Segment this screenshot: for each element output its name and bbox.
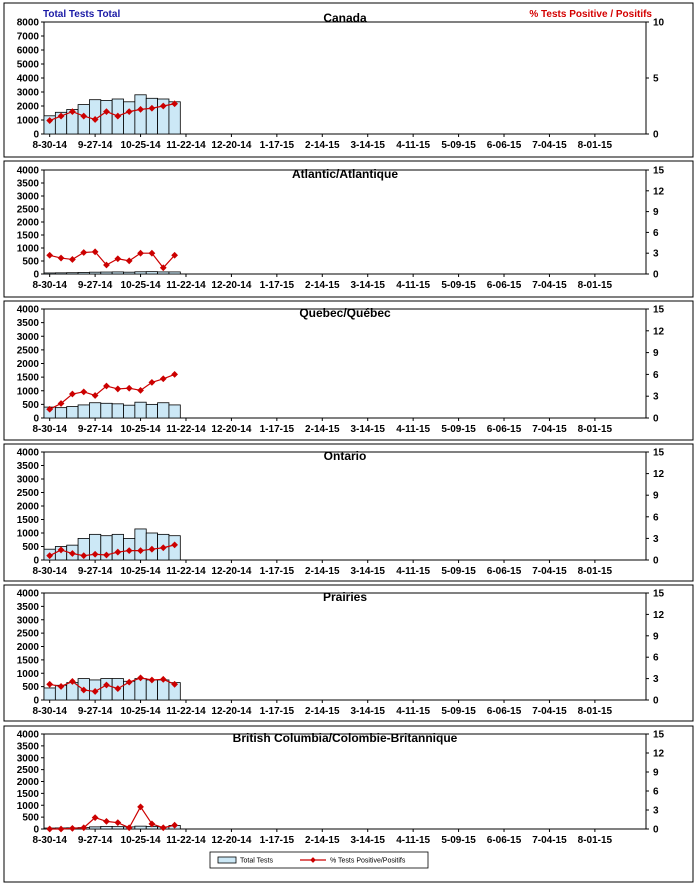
legend-bar-swatch	[218, 857, 236, 863]
bar	[169, 272, 180, 274]
x-tick-label: 12-20-14	[211, 566, 252, 577]
right-tick-label: 0	[653, 413, 659, 425]
bar	[169, 405, 180, 418]
left-tick-label: 3000	[16, 474, 39, 486]
left-tick-label: 1000	[16, 243, 39, 255]
left-tick-label: 4000	[16, 304, 39, 316]
x-tick-label: 8-01-15	[577, 566, 613, 577]
x-tick-label: 8-01-15	[577, 140, 613, 151]
bar	[101, 100, 112, 134]
chart-title: Canada	[323, 11, 367, 25]
x-tick-label: 6-06-15	[486, 706, 522, 717]
right-tick-label: 6	[653, 512, 659, 524]
right-tick-label: 0	[653, 695, 659, 707]
chart-title: Atlantic/Atlantique	[291, 167, 399, 181]
left-tick-label: 2500	[16, 488, 39, 499]
chart-title: British Columbia/Colombie-Britannique	[232, 731, 458, 745]
right-tick-label: 0	[653, 824, 659, 836]
right-tick-label: 6	[653, 227, 659, 239]
x-tick-label: 8-30-14	[32, 835, 67, 846]
line-point	[126, 385, 133, 392]
x-tick-label: 1-17-15	[259, 706, 295, 717]
bar	[101, 403, 112, 418]
right-tick-label: 0	[653, 555, 659, 567]
x-tick-label: 1-17-15	[259, 835, 295, 846]
bar	[44, 273, 55, 274]
line-point	[46, 826, 53, 833]
bar	[101, 826, 112, 829]
x-tick-label: 3-14-15	[350, 424, 385, 435]
right-tick-label: 6	[653, 786, 659, 798]
left-tick-label: 1500	[16, 515, 39, 526]
left-tick-label: 7000	[16, 31, 39, 43]
bar	[67, 273, 78, 274]
bar	[135, 529, 146, 560]
bar	[135, 402, 146, 418]
right-tick-label: 0	[653, 129, 659, 141]
x-tick-label: 2-14-15	[305, 566, 340, 577]
left-tick-label: 2500	[16, 628, 39, 640]
right-tick-label: 6	[653, 652, 659, 664]
x-tick-label: 1-17-15	[259, 566, 295, 577]
plot-area	[44, 309, 646, 418]
left-tick-label: 0	[33, 555, 39, 567]
left-tick-label: 2500	[16, 204, 39, 216]
left-tick-label: 3500	[16, 601, 39, 613]
right-tick-label: 15	[653, 588, 665, 600]
x-tick-label: 6-06-15	[486, 140, 522, 151]
x-tick-label: 3-14-15	[350, 280, 385, 291]
x-tick-label: 3-14-15	[350, 566, 385, 577]
positivity-line	[50, 252, 175, 268]
right-tick-label: 9	[653, 490, 659, 502]
x-tick-label: 12-20-14	[211, 280, 252, 291]
x-tick-label: 2-14-15	[305, 280, 340, 291]
right-tick-label: 9	[653, 207, 659, 219]
x-tick-label: 4-11-15	[396, 835, 431, 846]
x-tick-label: 9-27-14	[77, 706, 113, 717]
panel-frame	[4, 301, 693, 440]
x-tick-label: 5-09-15	[441, 280, 476, 291]
right-tick-label: 0	[653, 269, 659, 281]
x-tick-label: 1-17-15	[259, 424, 295, 435]
positivity-line	[50, 807, 175, 829]
right-tick-label: 3	[653, 533, 659, 545]
x-tick-label: 11-22-14	[166, 424, 206, 435]
x-tick-label: 10-25-14	[120, 835, 161, 846]
right-tick-label: 12	[653, 326, 665, 338]
line-point	[171, 371, 178, 378]
x-tick-label: 4-11-15	[396, 566, 431, 577]
left-tick-label: 4000	[16, 588, 39, 600]
left-tick-label: 0	[33, 824, 39, 836]
left-tick-label: 1500	[16, 372, 39, 384]
bar	[158, 272, 169, 274]
x-tick-label: 8-30-14	[32, 706, 67, 717]
chart-panel-5	[4, 585, 693, 721]
right-tick-label: 12	[653, 609, 665, 621]
x-tick-label: 10-25-14	[120, 140, 161, 151]
line-point	[103, 818, 110, 825]
bar	[112, 534, 123, 560]
x-tick-label: 5-09-15	[441, 835, 476, 846]
x-tick-label: 8-30-14	[32, 140, 67, 151]
right-tick-label: 9	[653, 767, 659, 779]
chart-panel-1	[4, 3, 693, 157]
chart-panel-4	[4, 444, 693, 581]
left-tick-label: 1500	[16, 655, 39, 667]
x-tick-label: 5-09-15	[441, 424, 476, 435]
left-tick-label: 1000	[16, 800, 39, 812]
bar	[146, 98, 157, 134]
left-tick-label: 500	[22, 682, 39, 694]
bar	[89, 272, 100, 274]
x-tick-label: 9-27-14	[77, 424, 113, 435]
x-tick-label: 3-14-15	[350, 706, 385, 717]
panel-frame	[4, 585, 693, 721]
bar	[135, 826, 146, 829]
left-tick-label: 3500	[16, 178, 39, 190]
x-tick-label: 10-25-14	[120, 706, 161, 717]
x-tick-label: 9-27-14	[77, 835, 113, 846]
left-tick-label: 1500	[16, 788, 39, 800]
line-point	[80, 388, 87, 395]
left-tick-label: 1000	[16, 386, 39, 398]
chart-title: Prairies	[322, 590, 368, 604]
x-tick-label: 6-06-15	[486, 424, 522, 435]
x-tick-label: 9-27-14	[77, 280, 113, 291]
bar	[55, 408, 66, 418]
left-tick-label: 2500	[16, 345, 39, 357]
chart-panel-3	[4, 301, 693, 440]
x-tick-label: 8-01-15	[577, 280, 613, 291]
x-tick-label: 12-20-14	[211, 140, 252, 151]
bar	[112, 827, 123, 829]
line-point	[126, 824, 133, 831]
x-tick-label: 10-25-14	[120, 280, 161, 291]
left-tick-label: 500	[22, 812, 39, 824]
bar	[101, 272, 112, 274]
x-tick-label: 1-17-15	[259, 280, 295, 291]
left-tick-label: 4000	[16, 729, 39, 741]
line-point	[114, 386, 121, 393]
line-point	[58, 255, 65, 262]
left-tick-label: 0	[33, 129, 39, 141]
legend-line-label: % Tests Positive/Positifs	[330, 857, 406, 865]
x-tick-label: 7-04-15	[532, 424, 567, 435]
line-point	[46, 681, 53, 688]
left-tick-label: 3500	[16, 461, 39, 472]
left-tick-label: 2000	[16, 501, 39, 513]
bar	[135, 679, 146, 700]
panel-frame	[4, 161, 693, 297]
left-tick-label: 2000	[16, 217, 39, 229]
line-point	[80, 249, 87, 256]
bar	[124, 272, 135, 274]
x-tick-label: 6-06-15	[486, 280, 522, 291]
x-tick-label: 11-22-14	[166, 280, 206, 291]
bar	[67, 407, 78, 418]
left-tick-label: 1000	[16, 115, 39, 127]
x-tick-label: 7-04-15	[532, 706, 567, 717]
right-axis-title: % Tests Positive / Positifs	[529, 9, 652, 20]
left-tick-label: 1000	[16, 528, 39, 540]
left-tick-label: 2000	[16, 359, 39, 370]
bar	[124, 405, 135, 418]
x-tick-label: 7-04-15	[532, 835, 567, 846]
x-tick-label: 8-30-14	[32, 424, 67, 435]
x-tick-label: 11-22-14	[166, 140, 206, 151]
left-tick-label: 0	[33, 695, 39, 707]
bar	[67, 683, 78, 700]
bar	[112, 404, 123, 418]
right-tick-label: 3	[653, 391, 659, 403]
x-tick-label: 5-09-15	[441, 566, 476, 577]
right-tick-label: 15	[653, 447, 665, 459]
left-tick-label: 2000	[16, 101, 39, 113]
left-tick-label: 500	[22, 256, 39, 268]
left-tick-label: 3500	[16, 318, 39, 330]
line-point	[58, 826, 65, 833]
right-tick-label: 10	[653, 17, 665, 29]
bar	[55, 273, 66, 274]
right-tick-label: 3	[653, 805, 659, 817]
line-point	[69, 825, 76, 832]
left-tick-label: 500	[22, 399, 39, 411]
bar	[89, 403, 100, 418]
line-point	[114, 819, 121, 826]
x-tick-label: 4-11-15	[396, 280, 431, 291]
legend-bar-label: Total Tests	[240, 857, 273, 865]
chart-title: Quebec/Québec	[299, 306, 391, 320]
x-tick-label: 5-09-15	[441, 140, 476, 151]
x-tick-label: 8-01-15	[577, 706, 613, 717]
x-tick-label: 7-04-15	[532, 280, 567, 291]
right-tick-label: 12	[653, 186, 665, 198]
left-tick-label: 4000	[16, 73, 39, 85]
line-point	[126, 257, 133, 264]
x-tick-label: 8-30-14	[32, 280, 67, 291]
bar	[158, 680, 169, 700]
x-tick-label: 9-27-14	[77, 140, 113, 151]
bar	[135, 272, 146, 274]
x-tick-label: 4-11-15	[396, 706, 431, 717]
bar	[124, 102, 135, 134]
left-tick-label: 1000	[16, 668, 39, 680]
x-tick-label: 7-04-15	[532, 566, 567, 577]
x-tick-label: 7-04-15	[532, 140, 567, 151]
bar	[78, 405, 89, 418]
line-point	[137, 250, 144, 257]
x-tick-label: 2-14-15	[305, 706, 340, 717]
line-point	[46, 252, 53, 259]
x-tick-label: 5-09-15	[441, 706, 476, 717]
left-tick-label: 4000	[16, 165, 39, 177]
x-tick-label: 2-14-15	[305, 140, 340, 151]
right-tick-label: 5	[653, 73, 659, 85]
bar	[146, 404, 157, 418]
line-point	[114, 255, 121, 262]
left-tick-label: 2000	[16, 777, 39, 788]
left-tick-label: 3000	[16, 191, 39, 203]
line-point	[69, 256, 76, 263]
left-tick-label: 500	[22, 542, 39, 553]
chart-title: Ontario	[323, 449, 367, 463]
left-tick-label: 6000	[16, 45, 39, 57]
line-point	[160, 824, 167, 831]
right-tick-label: 15	[653, 729, 665, 741]
x-tick-label: 4-11-15	[396, 140, 431, 151]
x-tick-label: 3-14-15	[350, 835, 385, 846]
x-tick-label: 9-27-14	[77, 566, 113, 577]
right-tick-label: 3	[653, 674, 659, 686]
left-tick-label: 3000	[16, 87, 39, 99]
x-tick-label: 10-25-14	[120, 566, 161, 577]
left-tick-label: 2500	[16, 765, 39, 777]
left-tick-label: 3000	[16, 615, 39, 627]
left-axis-title: Total Tests Total	[43, 9, 121, 20]
x-tick-label: 2-14-15	[305, 835, 340, 846]
line-point	[137, 803, 144, 810]
x-tick-label: 12-20-14	[211, 835, 252, 846]
bar	[112, 272, 123, 274]
x-tick-label: 8-01-15	[577, 835, 613, 846]
bar	[146, 272, 157, 274]
x-tick-label: 3-14-15	[350, 140, 385, 151]
x-tick-label: 8-01-15	[577, 424, 613, 435]
left-tick-label: 0	[33, 269, 39, 281]
x-tick-label: 6-06-15	[486, 835, 522, 846]
left-tick-label: 4000	[16, 447, 39, 459]
x-tick-label: 1-17-15	[259, 140, 295, 151]
right-tick-label: 3	[653, 248, 659, 260]
plot-area	[44, 170, 646, 274]
x-tick-label: 12-20-14	[211, 706, 252, 717]
legend	[210, 852, 428, 868]
bar	[89, 827, 100, 829]
left-tick-label: 3000	[16, 753, 39, 765]
x-tick-label: 12-20-14	[211, 424, 252, 435]
right-tick-label: 12	[653, 469, 665, 481]
bar	[44, 688, 55, 700]
right-tick-label: 9	[653, 348, 659, 360]
bar	[135, 95, 146, 134]
right-tick-label: 15	[653, 304, 665, 316]
x-tick-label: 11-22-14	[166, 566, 206, 577]
left-tick-label: 3500	[16, 741, 39, 753]
right-tick-label: 15	[653, 165, 665, 177]
right-tick-label: 12	[653, 748, 665, 760]
left-tick-label: 0	[33, 413, 39, 425]
left-tick-label: 2000	[16, 642, 39, 653]
bar	[78, 272, 89, 274]
x-tick-label: 6-06-15	[486, 566, 522, 577]
x-tick-label: 8-30-14	[32, 566, 67, 577]
left-tick-label: 8000	[16, 17, 39, 29]
plot-area	[44, 734, 646, 829]
x-tick-label: 11-22-14	[166, 835, 206, 846]
left-tick-label: 5000	[16, 59, 39, 71]
x-tick-label: 10-25-14	[120, 424, 161, 435]
chart-panel-2	[4, 161, 693, 297]
x-tick-label: 4-11-15	[396, 424, 431, 435]
x-tick-label: 11-22-14	[166, 706, 206, 717]
left-tick-label: 3000	[16, 331, 39, 343]
bar	[158, 403, 169, 418]
right-tick-label: 6	[653, 369, 659, 381]
right-tick-label: 9	[653, 631, 659, 643]
x-tick-label: 2-14-15	[305, 424, 340, 435]
line-point	[160, 375, 167, 382]
left-tick-label: 1500	[16, 230, 39, 242]
